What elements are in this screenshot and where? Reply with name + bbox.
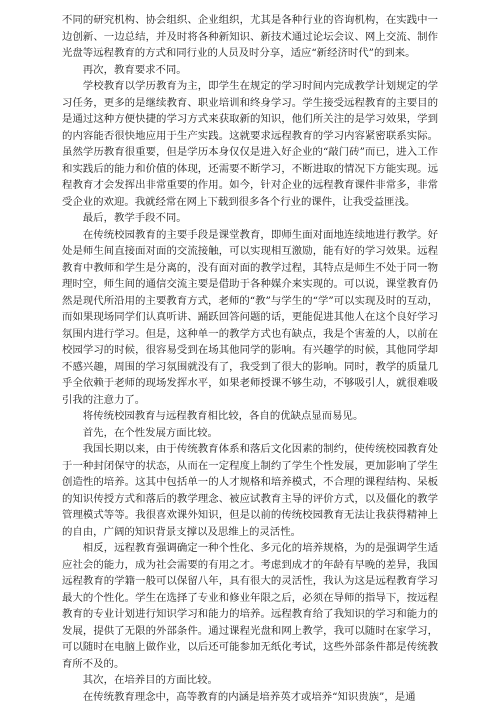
paragraph-intro-continued: 不同的研究机构、协会组织、企业组织，尤其是各种行业的咨询机构，在实践中一边创新、一边总结，并及时将各种新知识、新技术通过论坛会议、网上交流、制作光盘等远程教育的方式和同行业的人员及时分享，适应“新经济时代”的到来。 [62,14,438,59]
heading-training-goals: 其次，在培养目的方面比较。 [82,674,218,686]
paragraph-comparison-intro: 将传统校园教育与远程教育相比较，各自的优缺点显而易见。 [82,410,364,422]
paragraph-teaching-methods: 在传统校园教育的主要手段是课堂教育，即师生面对面地连续地进行教学。好处是师生间直接面对面的交流接触，可以实现相互激励，能有好的学习效果。远程教育中教师和学生是分离的，没有面对面的教学过程，其特点是师生不处于同一物理时空，师生间的通信交流主要是借助于各种媒介来实现的。可以说，课堂教育仍然是现代所沿用的主要教育方式，老师的“教”与学生的“学”可以实现及时的互动，而如果现场同学们认真听讲、踊跃回答问题的话，更能促进其他人在这个良好学习氛围内进行学习。但是，这种单一的教学方式也有缺点，我是个害羞的人，以前在校园学习的时候，很容易受到在场其他同学的影响。有兴趣学的时候，其他同学却不感兴趣，周围的学习氛围就没有了，我受到了很大的影响。同时，教学的质量几乎全依赖于老师的现场发挥水平，如果老师授课不够生动，不够吸引人，就很难吸引我的注意力了。 [62,228,438,406]
paragraph-education-requirements: 学校教育以学历教育为主，即学生在规定的学习时间内完成教学计划规定的学习任务，更多的是继续教育、职业培训和终身学习。学生接受远程教育的主要目的是通过这种方便快捷的学习方式来获取新的知识，他们所关注的是学习效果，学到的内容能否很快地应用于生产实践。这就要求远程教育的学习内容紧密联系实际。虽然学历教育很重要，但是学历本身仅仅是进入好企业的“敲门砖”而已，进入工作和实践后的能力和价值的体现，还需要不断学习，不断进取的情况下方能实现。远程教育才会发挥出非常重要的作用。如今，针对企业的远程教育课件非常多，非常受企业的欢迎。我就经常在网上下载到很多各个行业的课件，让我受益匪浅。 [62,80,438,208]
heading-education-requirements: 再次，教育要求不同。 [82,63,187,76]
paragraph-training-goals: 在传统教育理念中，高等教育的内涵是培养英才或培养“知识贵族”，是通 [82,690,416,703]
paragraph-traditional-constraints: 我国长期以来，由于传统教育体系和落后文化因素的制约，使传统校园教育处于一种封闭保守的状态，从而在一定程度上制约了学生个性发展，更加影响了学生创造性的培养。这其中包括单一的人才规格和培养模式，不合理的课程结构、呆板的知识传授方式和落后的教学理念、被应试教育主导的评价方式，以及僵化的教学管理模式等等。我很喜欢课外知识，但是以前的传统校园教育无法让我获得精神上的自由，广阔的知识背景支撑以及思维上的灵活性。 [62,443,438,538]
heading-teaching-methods: 最后，教学手段不同。 [82,212,187,224]
paragraph-distance-individuality: 相反，远程教育强调确定一种个性化、多元化的培养规格，为的是强调学生适应社会的能力，成为社会需要的有用之才。考虑到成才的年龄有早晚的差异，我国远程教育的学籍一般可以保留八年，具有很大的灵活性，我认为这是远程教育学习最大的个性化。学生在选择了专业和修业年限之后，必须在导师的指导下，按远程教育的专业计划进行知识学习和能力的培养。远程教育给了我知识的学习和能力的发展，提供了无限的外部条件。通过课程光盘和网上教学，我可以随时在家学习，可以随时在电脑上做作业，以后还可能参加无纸化考试，这些外部条件都是传统教育所不及的。 [62,542,438,670]
heading-personality-development: 首先，在个性发展方面比较。 [82,426,218,439]
